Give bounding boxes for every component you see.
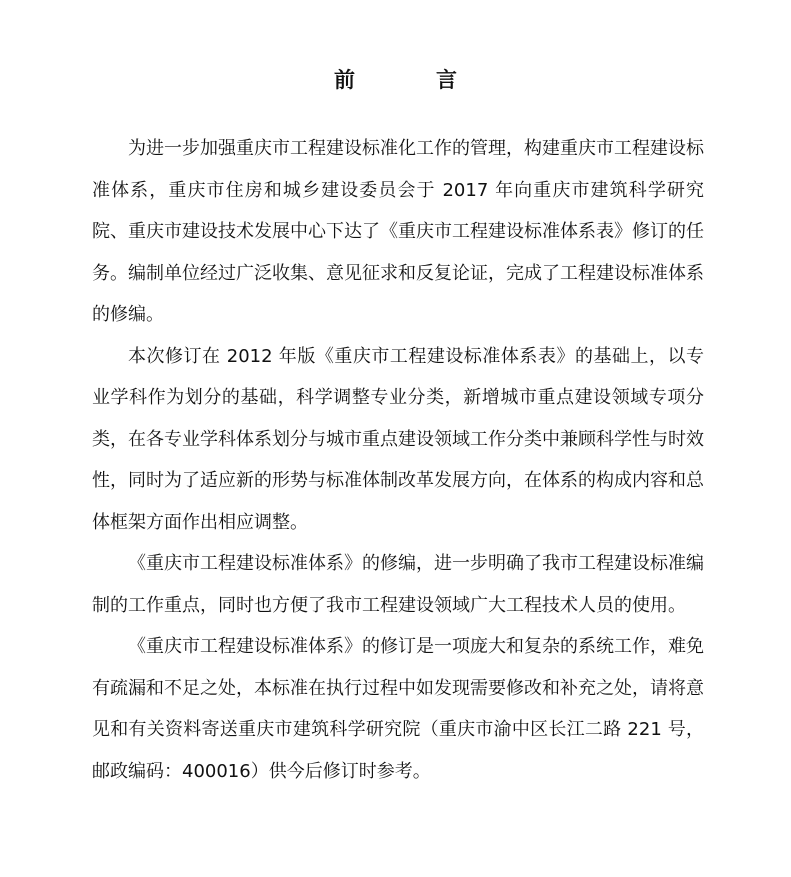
- page-title: 前 言: [334, 68, 487, 92]
- paragraph-4: 《重庆市工程建设标准体系》的修订是一项庞大和复杂的系统工作，难免有疏漏和不足之处，本标准在执行过程中如发现需要修改和补充之处，请将意见和有关资料寄送重庆市建筑科学研究院（重庆市渝中区长江二路 221 号，邮政编码：400016）供今后修订时参考。: [92, 636, 704, 782]
- paragraph-3: 《重庆市工程建设标准体系》的修编，进一步明确了我市工程建设标准编制的工作重点，同时也方便了我市工程建设领域广大工程技术人员的使用。: [92, 553, 704, 616]
- preface-body: [92, 128, 704, 792]
- paragraph-1: 为进一步加强重庆市工程建设标准化工作的管理，构建重庆市工程建设标准体系，重庆市住房和城乡建设委员会于 2017 年向重庆市建筑科学研究院、重庆市建设技术发展中心下达了《重庆市工程建设标准体系表》修订的任务。编制单位经过广泛收集、意见征求和反复论证，完成了工程建设标准体系的修编。: [92, 138, 704, 325]
- paragraph-2: 本次修订在 2012 年版《重庆市工程建设标准体系表》的基础上，以专业学科作为划分的基础，科学调整专业分类，新增城市重点建设领域专项分类，在各专业学科体系划分与城市重点建设领域工作分类中兼顾科学性与时效性，同时为了适应新的形势与标准体制改革发展方向，在体系的构成内容和总体框架方面作出相应调整。: [92, 345, 704, 533]
